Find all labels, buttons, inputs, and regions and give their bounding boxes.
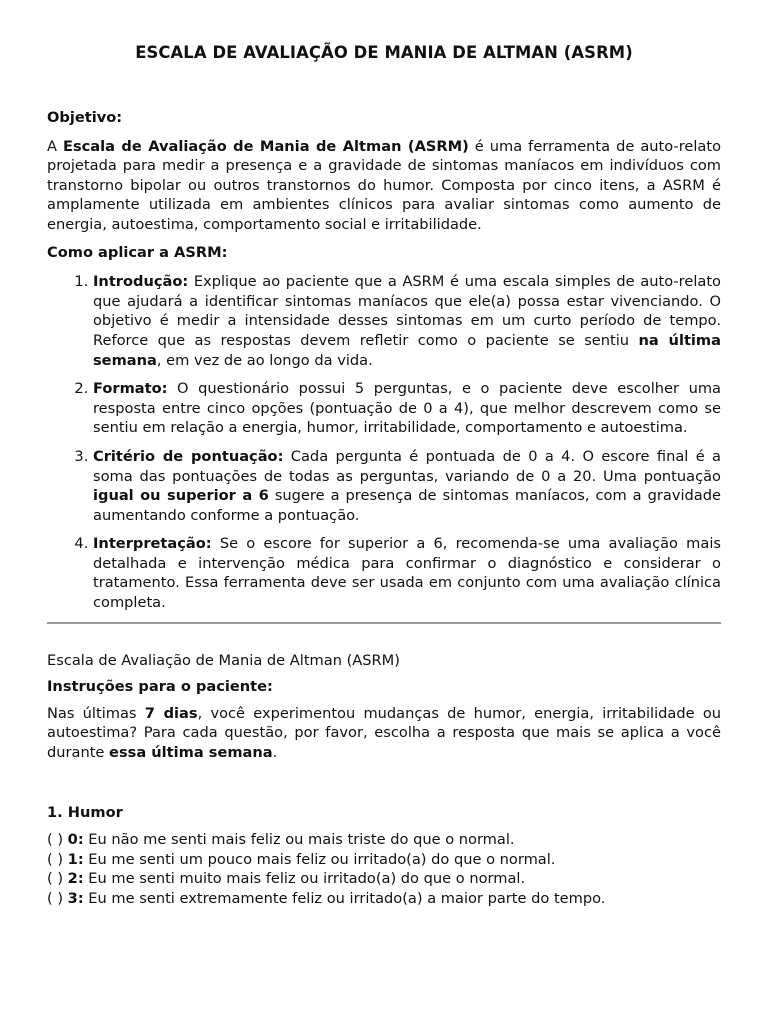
objective-text-pre: A [47, 137, 63, 155]
how-to-heading: Como aplicar a ASRM: [47, 243, 228, 261]
item-label: Critério de pontuação: [93, 447, 284, 465]
item-label: Interpretação: [93, 535, 212, 553]
instructions-text: Nas últimas [47, 704, 145, 722]
option-checkbox[interactable]: ( ) [47, 850, 68, 868]
item-bold-text: igual ou superior a 6 [93, 487, 269, 505]
option-score: 1: [67, 850, 84, 868]
instructions-bold-text: 7 dias [144, 704, 198, 722]
option-text: Eu me senti muito mais feliz ou irritado(a) do que o normal. [83, 870, 526, 888]
scale-title: Escala de Avaliação de Mania de Altman (ASRM) [47, 651, 400, 669]
item-label: Formato: [93, 380, 168, 398]
item-text: Cada pergunta é pontuada de 0 a 4. O escore final é a soma das pontuações de todas as perguntas, variando de 0 a 20. Uma pontuação [93, 447, 721, 485]
how-to-item-scoring [93, 447, 721, 525]
instructions-text: , você experimentou mudanças de humor, energia, irritabilidade ou autoestima? Para cada questão, por favor, escolha a resposta que mais se aplica a você durante [47, 704, 722, 762]
item-text: Explique ao paciente que a ASRM é uma escala simples de auto-relato que ajudará a identificar sintomas maníacos que ele(a) possa estar vivenciando. O objetivo é medir a intensidade desses sintomas em um curto período de tempo. Reforce que as respostas devem refletir como o paciente se sentiu [93, 273, 721, 349]
option-text: Eu me senti um pouco mais feliz ou irritado(a) do que o normal. [83, 850, 556, 868]
question-options [47, 830, 721, 908]
answer-option-2[interactable] [47, 869, 721, 889]
option-score: 2: [67, 870, 84, 888]
objective-heading: Objetivo: [47, 109, 123, 126]
option-score: 0: [67, 831, 84, 849]
option-text: Eu me senti extremamente feliz ou irritado(a) a maior parte do tempo. [83, 890, 606, 907]
answer-option-0[interactable] [47, 830, 721, 850]
how-to-item-interpretation [93, 534, 721, 612]
option-checkbox[interactable]: ( ) [47, 831, 68, 849]
section-divider [47, 622, 721, 624]
how-to-item-introduction [93, 272, 721, 370]
instructions-text: . [272, 744, 278, 762]
option-score: 3: [67, 890, 84, 907]
how-to-list [47, 272, 721, 613]
objective-paragraph [47, 137, 721, 235]
item-text: sugere a presença de sintomas maníacos, com a gravidade aumentando conforme a pontuação. [93, 487, 721, 524]
objective-text-bold: Escala de Avaliação de Mania de Altman (ASRM) [62, 137, 469, 155]
option-text: Eu não me senti mais feliz ou mais triste do que o normal. [83, 831, 515, 849]
answer-option-3[interactable] [47, 889, 721, 909]
item-text: , em vez de ao longo da vida. [156, 351, 373, 369]
option-checkbox[interactable]: ( ) [47, 890, 68, 907]
instructions-paragraph [47, 704, 721, 763]
option-checkbox[interactable]: ( ) [47, 870, 68, 888]
item-bold-text: na última semana [93, 331, 721, 369]
document-title: ESCALA DE AVALIAÇÃO DE MANIA DE ALTMAN (ASRM) [135, 43, 633, 62]
item-label: Introdução: [93, 273, 189, 291]
item-text: Se o escore for superior a 6, recomenda-se uma avaliação mais detalhada e intervenção médica para confirmar o diagnóstico e considerar o tratamento. Essa ferramenta deve ser usada em conjunto com uma avaliação clínica completa. [93, 535, 721, 612]
item-text: O questionário possui 5 perguntas, e o paciente deve escolher uma resposta entre cinco opções (pontuação de 0 a 4), que melhor descrevem como se sentiu em relação a energia, humor, irritabilidade, comportamento e autoestima. [93, 380, 721, 437]
instructions-heading: Instruções para o paciente: [47, 678, 273, 696]
objective-text-post: é uma ferramenta de auto-relato projetada para medir a presença e a gravidade de sintomas maníacos em indivíduos com transtorno bipolar ou outros transtornos do humor. Composta por cinco itens, a ASRM é amplamente utilizada em ambientes clínicos para avaliar sintomas como aumento de energia, autoestima, comportamento social e irritabilidade. [47, 137, 722, 233]
answer-option-1[interactable] [47, 850, 721, 870]
how-to-item-format [93, 379, 721, 438]
instructions-bold-text: essa última semana [109, 744, 273, 762]
question-heading: 1. Humor [47, 803, 123, 821]
